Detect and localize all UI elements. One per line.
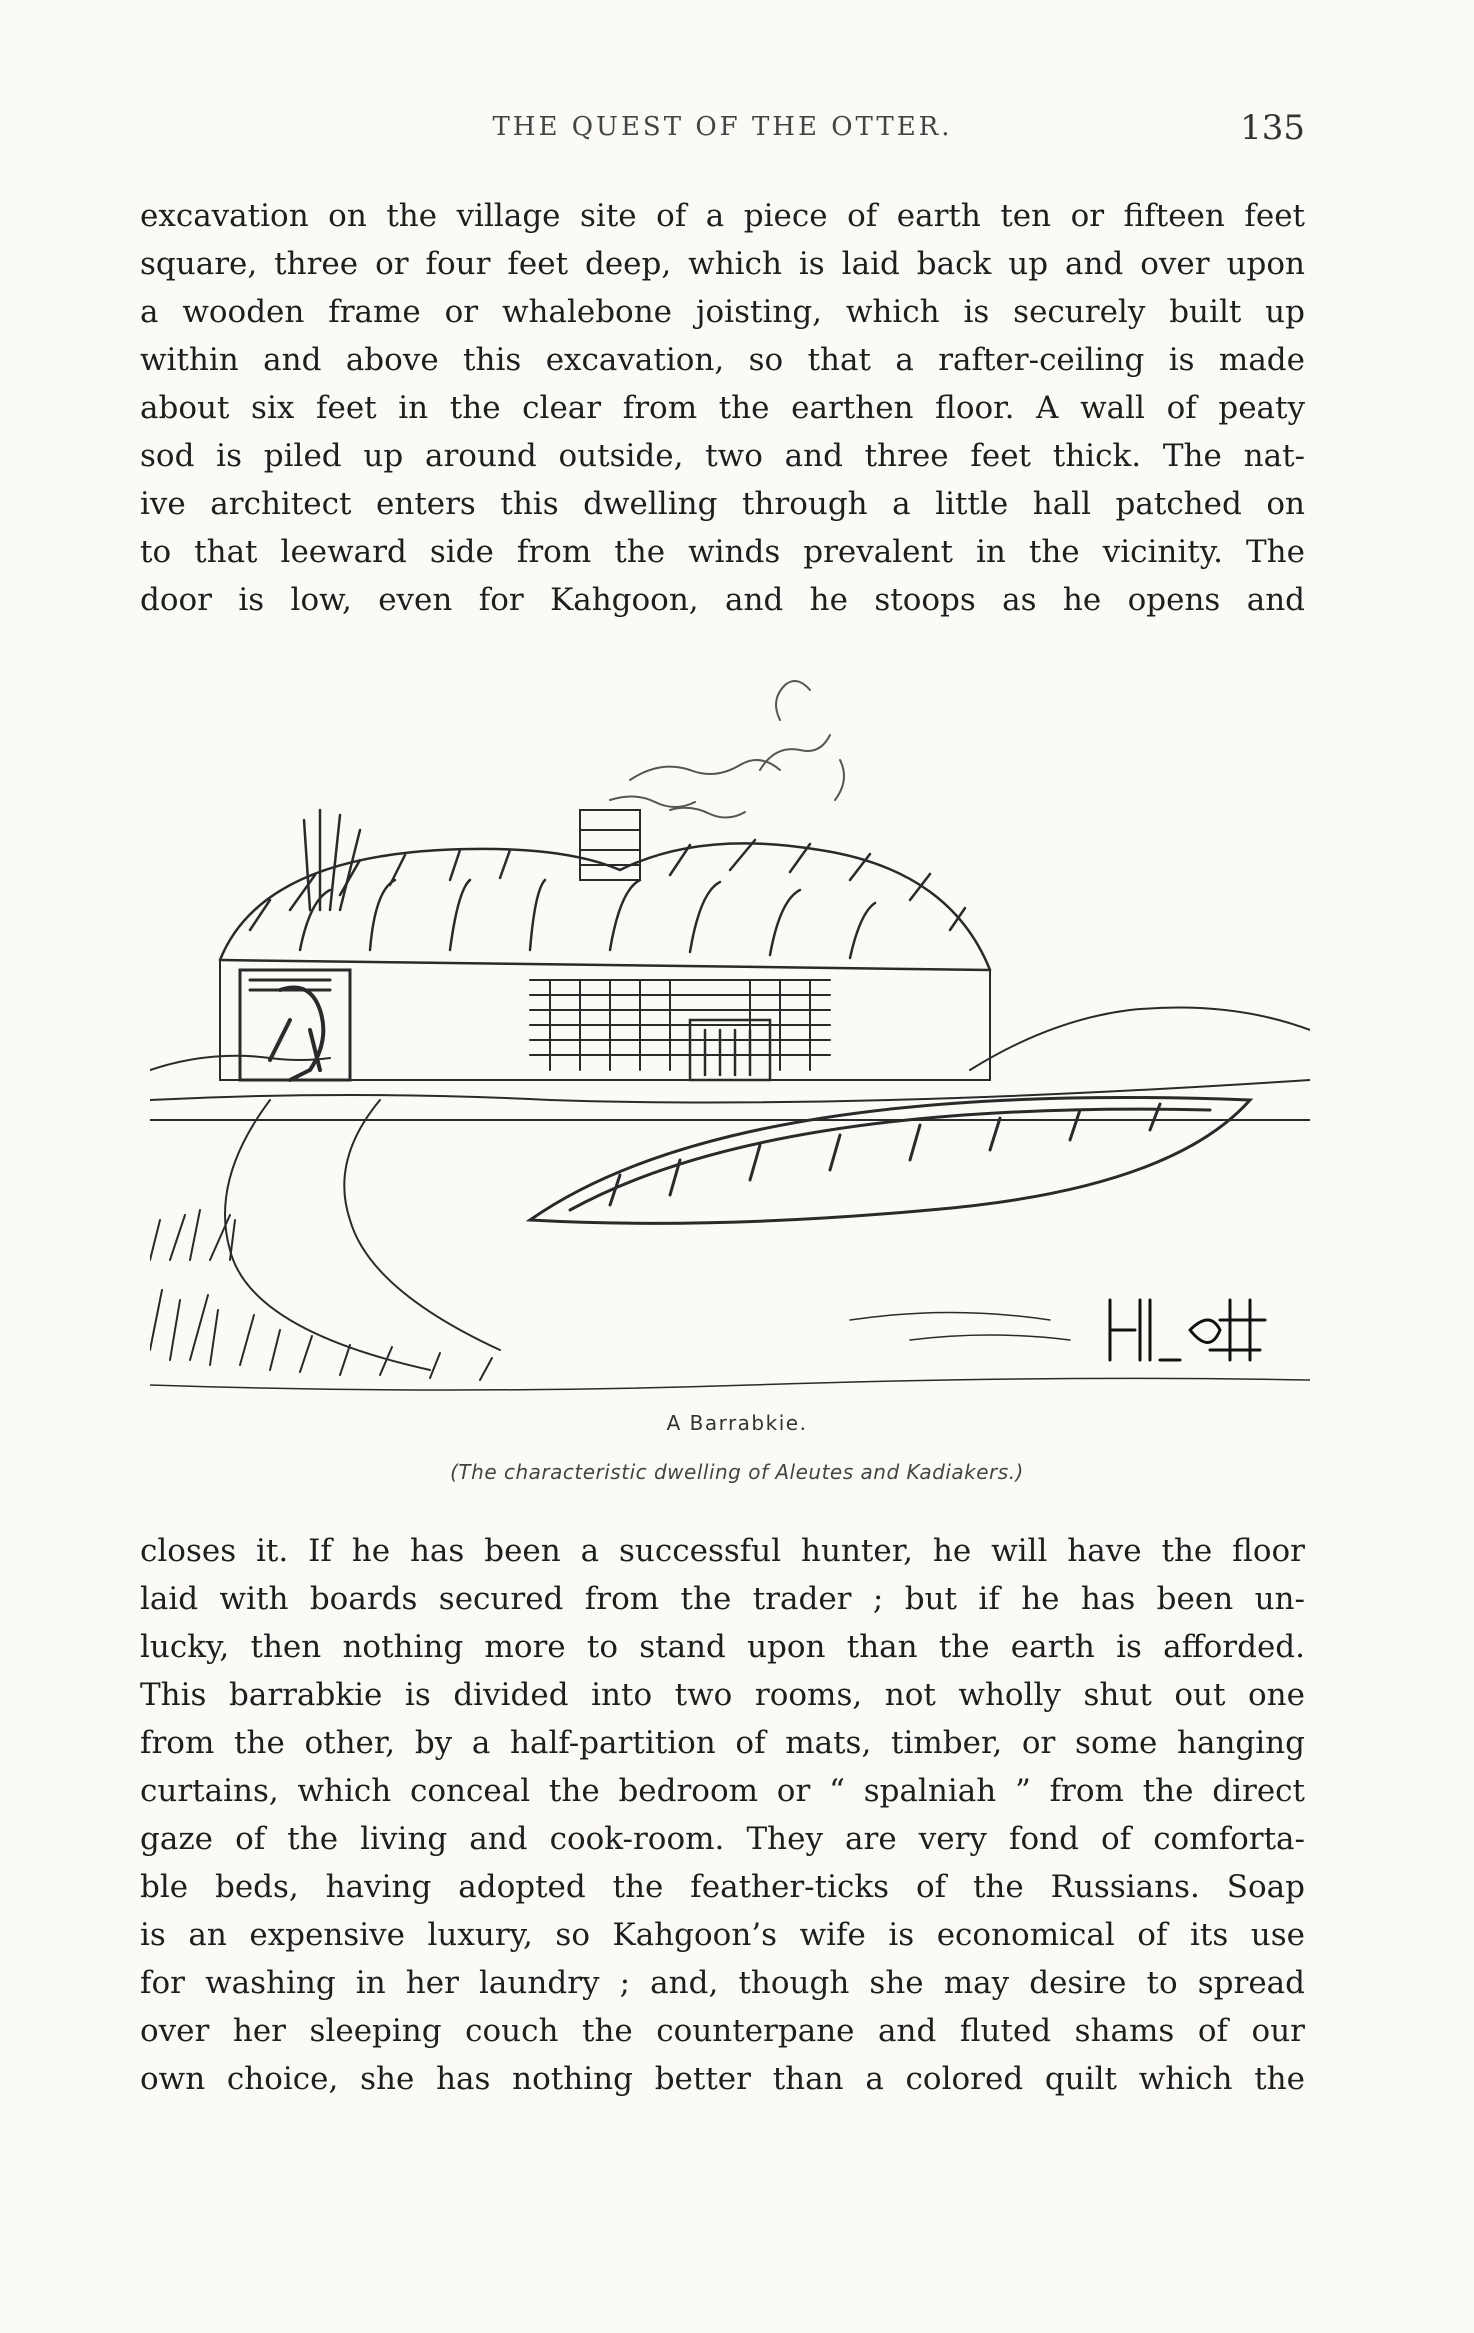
ground — [150, 1080, 1310, 1370]
text-line: This barrabkie is divided into two rooms, not wholly shut out one — [140, 1677, 1305, 1713]
hall-entrance — [240, 970, 350, 1080]
text-line: laid with boards secured from the trader ; but if he has been un- — [140, 1581, 1305, 1617]
text-line: own choice, she has nothing better than a colored quilt which the — [140, 2061, 1305, 2097]
sod-wall — [220, 960, 990, 1080]
smoke-plume — [610, 681, 844, 818]
barrabkie-illustration — [150, 660, 1310, 1400]
page-number: 135 — [1240, 108, 1305, 148]
distant-hill-right — [970, 1008, 1310, 1071]
running-head — [140, 108, 1305, 152]
foot-path — [225, 1100, 430, 1370]
artist-signature — [1110, 1300, 1265, 1360]
text-line: square, three or four feet deep, which is laid back up and over upon — [140, 246, 1305, 282]
text-line: door is low, even for Kahgoon, and he stoops as he opens and — [140, 582, 1305, 618]
text-line: is an expensive luxury, so Kahgoon’s wife is economical of its use — [140, 1917, 1305, 1953]
figure-subcaption: (The characteristic dwelling of Aleutes and Kadiakers.) — [450, 1460, 1024, 1484]
foreground-grass — [150, 1210, 1310, 1390]
text-line: ive architect enters this dwelling through a little hall patched on — [140, 486, 1305, 522]
text-line: excavation on the village site of a piece of earth ten or fifteen feet — [140, 198, 1305, 234]
reeds — [304, 810, 360, 910]
figure-caption: A Barrabkie. — [666, 1411, 808, 1435]
overturned-boat — [530, 1098, 1250, 1224]
text-line: sod is piled up around outside, two and three feet thick. The nat- — [140, 438, 1305, 474]
text-line: a wooden frame or whalebone joisting, which is securely built up — [140, 294, 1305, 330]
text-line: within and above this excavation, so that a rafter-ceiling is made — [140, 342, 1305, 378]
paragraph-bottom — [140, 1527, 1305, 2103]
text-line: ble beds, having adopted the feather-ticks of the Russians. Soap — [140, 1869, 1305, 1905]
text-line: to that leeward side from the winds prevalent in the vicinity. The — [140, 534, 1305, 570]
text-line: curtains, which conceal the bedroom or “ spalniah ” from the direct — [140, 1773, 1305, 1809]
text-line: about six feet in the clear from the earthen floor. A wall of peaty — [140, 390, 1305, 426]
paragraph-top — [140, 192, 1305, 624]
text-line: lucky, then nothing more to stand upon than the earth is afforded. — [140, 1629, 1305, 1665]
text-line: gaze of the living and cook-room. They are very fond of comforta- — [140, 1821, 1305, 1857]
running-title: THE QUEST OF THE OTTER. — [492, 112, 953, 142]
text-line: closes it. If he has been a successful hunter, he will have the floor — [140, 1533, 1305, 1569]
text-line: over her sleeping couch the counterpane and fluted shams of our — [140, 2013, 1305, 2049]
text-line: from the other, by a half-partition of mats, timber, or some hanging — [140, 1725, 1305, 1761]
text-line: for washing in her laundry ; and, though she may desire to spread — [140, 1965, 1305, 2001]
small-door — [690, 1020, 770, 1080]
chimney — [580, 810, 640, 880]
stooping-figure — [270, 988, 323, 1081]
